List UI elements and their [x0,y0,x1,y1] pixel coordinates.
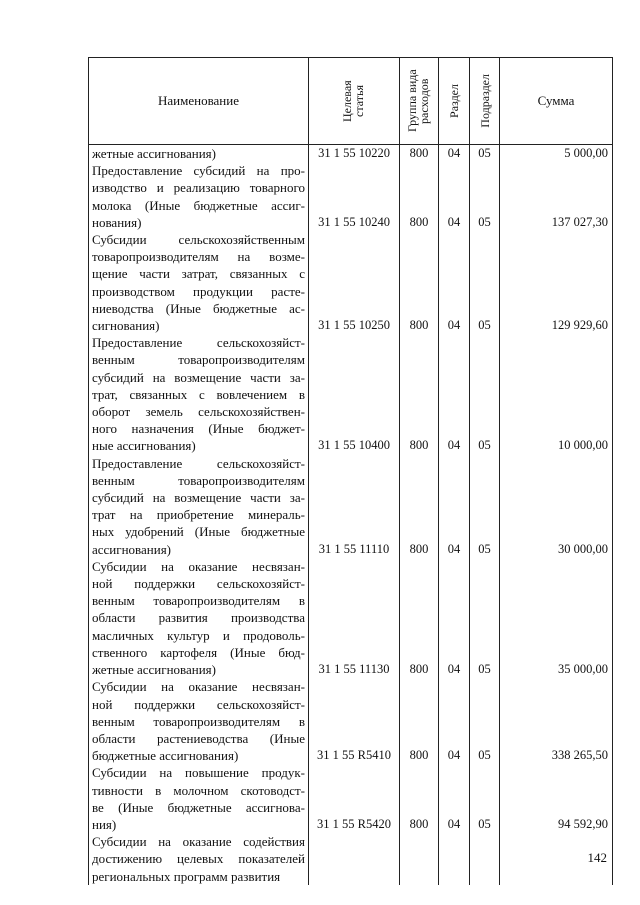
description-line: ных удобрений (Иные бюджетные [92,524,305,540]
expense-group-value: 800 [409,541,429,556]
section-value: 04 [447,816,461,831]
description-line: достижению целевых показателей [92,851,305,867]
amount-value: 10 000,00 [558,438,608,453]
description-line: молока (Иные бюджетные ассиг- [92,197,305,213]
description-line: бюджетные ассигнования) [92,748,239,764]
column-header-amount: Сумма [500,58,613,145]
subsection-value: 05 [478,146,491,160]
column-header-expense-group: Группа вида расходов [400,58,439,145]
expense-group-value: 800 [409,662,429,676]
target-article-value: 31 1 55 10250 [318,318,390,332]
description-line: Субсидии на повышение продук- [92,765,305,781]
subsection-column [470,145,500,885]
subsection-value: 05 [478,662,491,676]
table-body-row [89,145,613,885]
column-header-subsection: Подраздел [470,58,500,145]
amount-value: 30 000,00 [558,541,608,556]
amount-value: 5 000,00 [564,146,608,160]
description-line: Субсидии на оказание содействия [92,834,305,850]
expense-group-value: 800 [409,748,429,762]
expense-group-value: 800 [409,214,429,229]
description-line: тивности в молочном скотоводст- [92,782,305,798]
column-header-section: Раздел [439,58,470,145]
description-line: производством продукции расте- [92,283,305,299]
description-line: товаропроизводителям на возме- [92,249,305,265]
description-line: области растениеводства (Иные [92,730,305,746]
page-number: 142 [587,850,607,865]
description-line: субсидий на возмещение части за- [92,369,305,385]
table-header-row [89,58,613,145]
target-article-value: 31 1 55 11130 [318,662,390,676]
target-article-value: 31 1 55 10400 [318,438,390,453]
description-line: ния) [92,816,117,832]
expense-group-value: 800 [409,438,429,453]
amount-value: 35 000,00 [558,662,608,676]
description-line: изводство и реализацию товарного [92,180,305,196]
section-value: 04 [447,146,461,160]
description-line: ассигнования) [92,541,172,557]
description-line: ного назначения (Иные бюджет- [92,421,305,437]
subsection-value: 05 [478,318,491,332]
target-article-value: 31 1 55 10240 [318,214,390,229]
description-line: Субсидии сельскохозяйственным [92,232,305,248]
amount-value: 338 265,50 [551,748,608,762]
column-header-name: Наименование [89,58,309,145]
description-line: сигнования) [92,318,160,334]
expense-group-value: 800 [409,816,429,831]
section-value: 04 [447,541,461,556]
description-line: ве (Иные бюджетные ассигнова- [92,799,305,815]
description-line: Предоставление сельскохозяйст- [92,335,305,351]
description-line: Предоставление сельскохозяйст- [92,455,305,471]
section-value: 04 [447,214,461,229]
expense-group-value: 800 [409,146,429,160]
target-article-value: 31 1 55 11110 [318,541,390,556]
subsection-value: 05 [478,214,491,229]
description-line: ные ассигнования) [92,438,196,454]
description-line: масличных культур и продоволь- [92,627,305,643]
expense-group-column [400,145,439,885]
section-value: 04 [447,748,461,762]
section-value: 04 [447,438,461,453]
description-line: области развития производства [92,610,305,626]
amount-value: 137 027,30 [551,214,608,229]
target-article-value: 31 1 55 R5420 [317,816,391,831]
description-line: Предоставление субсидий на про- [92,163,305,179]
target-article-value: 31 1 55 10220 [318,146,390,160]
description-line: щение части затрат, связанных с [92,266,305,282]
description-line: трат, связанных с вовлечением в [92,386,305,402]
section-value: 04 [447,318,461,332]
description-line: ной поддержки сельскохозяйст- [92,576,305,592]
description-line: региональных программ развития [92,868,281,884]
description-line: венным товаропроизводителям в [92,713,305,729]
subsection-value: 05 [478,816,491,831]
description-line: венным товаропроизводителям [92,472,305,488]
section-column [439,145,470,885]
description-line: жетные ассигнования) [92,146,216,161]
subsection-value: 05 [478,541,491,556]
subsection-value: 05 [478,748,491,762]
description-column [89,145,309,885]
description-line: венным товаропроизводителям в [92,593,305,609]
amount-value: 129 929,60 [551,318,608,332]
subsection-value: 05 [478,438,491,453]
description-line: оборот земель сельскохозяйствен- [92,404,305,420]
amount-value: 94 592,90 [558,816,608,831]
description-line: Субсидии на оказание несвязан- [92,679,305,695]
description-line: ственного картофеля (Иные бюд- [92,644,305,660]
description-line: ной поддержки сельскохозяйст- [92,696,305,712]
description-line: Субсидии на оказание несвязан- [92,558,305,574]
expense-group-value: 800 [409,318,429,332]
description-line: трат на приобретение минераль- [92,507,305,523]
section-value: 04 [447,662,461,676]
description-line: ниеводства (Иные бюджетные ас- [92,300,305,316]
target-article-column [309,145,400,885]
description-line: субсидий на возмещение части за- [92,490,305,506]
description-line: венным товаропроизводителям [92,352,305,368]
budget-table [88,57,613,885]
column-header-target-article: Целевая статья [309,58,400,145]
amount-column [500,145,613,885]
target-article-value: 31 1 55 R5410 [317,748,391,762]
description-line: жетные ассигнования) [92,662,216,678]
description-line: нования) [92,214,142,230]
